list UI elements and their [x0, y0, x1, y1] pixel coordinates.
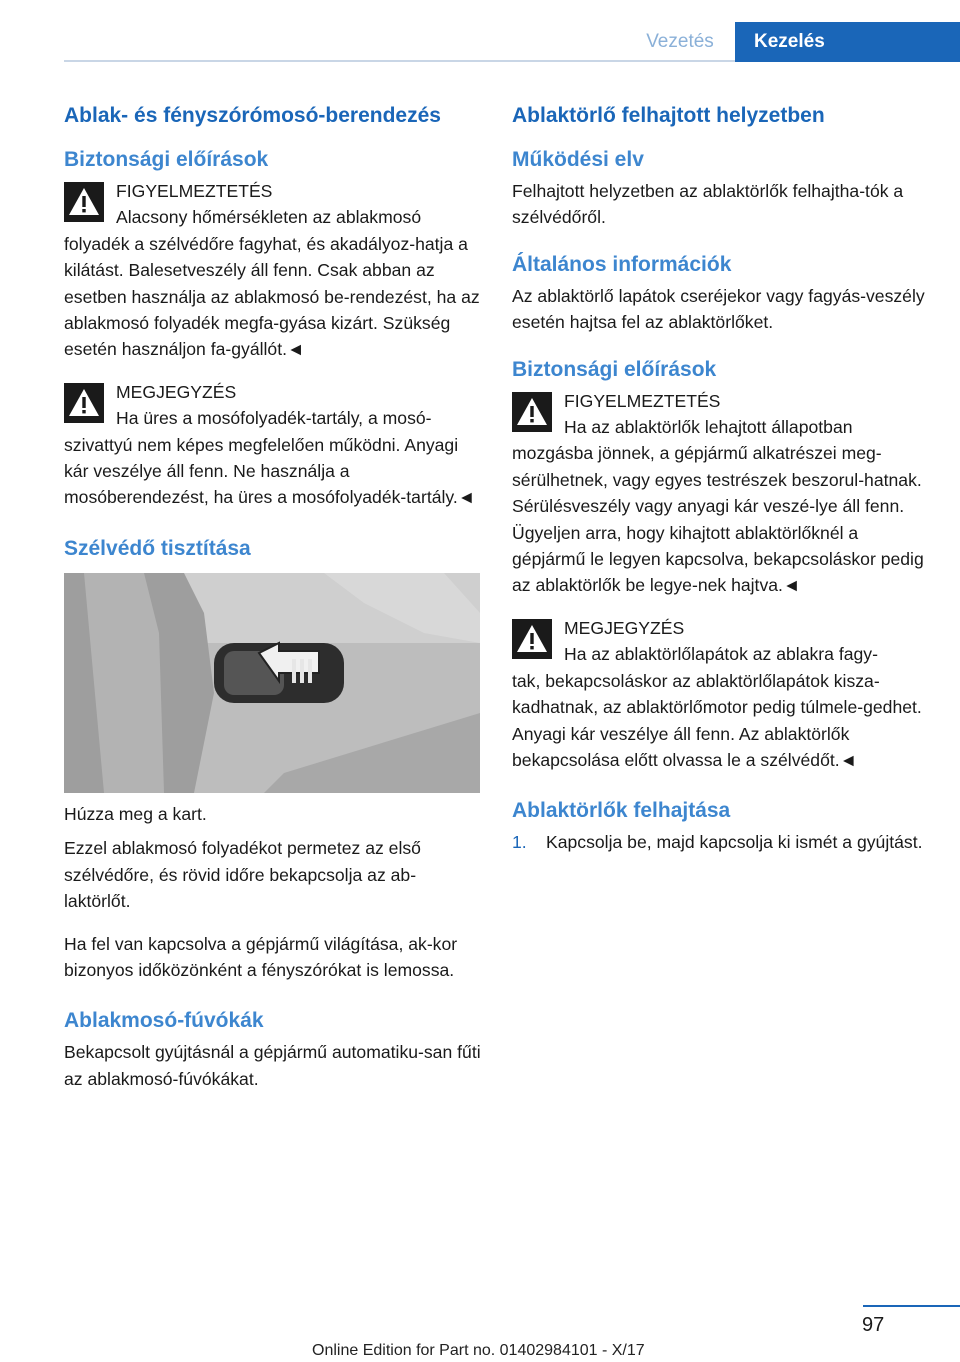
principle-text: Felhajtott helyzetben az ablaktörlők felhajtha-tók a szélvédőről.: [512, 181, 904, 228]
general-text: Az ablaktörlő lapátok cseréjekor vagy fagyás-veszély esetén hajtsa fel az ablaktörlőket.: [512, 285, 925, 333]
warning-icon: [512, 619, 552, 659]
section-title: Ablak- és fényszórómosó-berendezés: [64, 104, 441, 127]
caption-spray: Ezzel ablakmosó folyadékot permetez az első szélvédőre, és rövid időre bekapcsolja az ab-laktörlőt.: [64, 838, 421, 912]
safety-heading: Biztonsági előírások: [64, 148, 269, 171]
step-number: 1.: [512, 832, 527, 853]
note-title: MEGJEGYZÉS: [564, 617, 685, 638]
page-number: 97: [862, 1314, 885, 1336]
note-first-line: Ha üres a mosófolyadék-tartály, a mosó-: [116, 408, 432, 429]
tab-vezetes[interactable]: Vezetés: [646, 31, 714, 52]
note-body: szivattyú nem képes megfelelően működni. Anyagi kár veszélye áll fenn. Ne használja a mosóberendezést, ha üres a mosófolyadék-tartály.◄: [64, 434, 476, 508]
left-column: [64, 98, 482, 1092]
clean-heading: Szélvédő tisztítása: [64, 536, 251, 560]
tab-kezeles[interactable]: Kezelés: [735, 22, 960, 62]
note-block: [64, 379, 482, 511]
general-heading: Általános információk: [512, 252, 732, 276]
right-column: [512, 98, 930, 856]
section-title: Ablaktörlő felhajtott helyzetben: [512, 104, 825, 127]
warning-body: folyadék a szélvédőre fagyhat, és akadályoz-hatja a kilátást. Balesetveszély áll fenn. Csak abban az esetben használja az ablakmosó be-rendezést, ha az ablakmosó folyadék megfa-gyása kizárt. Szükség esetén használjon fa-gyállót.◄: [64, 233, 480, 360]
headlight-wash-text: Ha fel van kapcsolva a gépjármű világítása, ak-kor bizonyos időközönként a fényszórókat is lemossa.: [64, 933, 458, 980]
warning-title: FIGYELMEZTETÉS: [564, 390, 721, 411]
warning-icon: [64, 383, 104, 423]
warning-first-line: Ha az ablaktörlők lehajtott állapotban: [564, 417, 853, 438]
warning-title: FIGYELMEZTETÉS: [116, 181, 273, 201]
fold-heading: Ablaktörlők felhajtása: [512, 799, 731, 823]
note-first-line: Ha az ablaktörlőlapátok az ablakra fagy-: [564, 644, 878, 665]
note-block: [512, 615, 930, 773]
warning-icon: [512, 392, 552, 432]
nozzles-heading: Ablakmosó-fúvókák: [64, 1009, 264, 1033]
wiper-lever-photo: [64, 573, 480, 793]
warning-block: [64, 178, 482, 363]
warning-icon: [64, 182, 104, 222]
note-body: tak, bekapcsoláskor az ablaktörlőlapátok kisza-kadhatnak, az ablaktörlőmotor pedig túlmele-gedhet. Anyagi kár veszélye áll fenn. Az ablaktörlők bekapcsolása előtt olvassa le a szélvédőt.◄: [512, 670, 922, 770]
safety-heading: Biztonsági előírások: [512, 357, 717, 381]
warning-body: mozgásba jönnek, a gépjármű alkatrészei meg-sérülhetnek, vagy egyes testrészek beszorul-hatnak. Sérülésveszély vagy anyagi kár veszé-lye áll fenn. Ügyeljen arra, hogy kihajtott ablaktörlőknél a gépjármű le legyen kapcsolva, bekapcsoláskor pedig az ablaktörlők be legye-nek hajtva.◄: [512, 443, 924, 596]
edition-footer: Online Edition for Part no. 01402984101 - X/17: [312, 1342, 645, 1359]
principle-heading: Működési elv: [512, 148, 644, 171]
footer-rule: [863, 1305, 960, 1307]
list-item: [512, 829, 930, 855]
warning-first-line: Alacsony hőmérsékleten az ablakmosó: [116, 207, 422, 228]
nozzles-text: Bekapcsolt gyújtásnál a gépjármű automatiku-san fűti az ablakmosó-fúvókákat.: [64, 1042, 481, 1089]
step-text: Kapcsolja be, majd kapcsolja ki ismét a gyújtást.: [546, 832, 923, 853]
caption-pull: Húzza meg a kart.: [64, 803, 207, 824]
warning-block: [512, 388, 930, 599]
note-title: MEGJEGYZÉS: [116, 381, 237, 402]
